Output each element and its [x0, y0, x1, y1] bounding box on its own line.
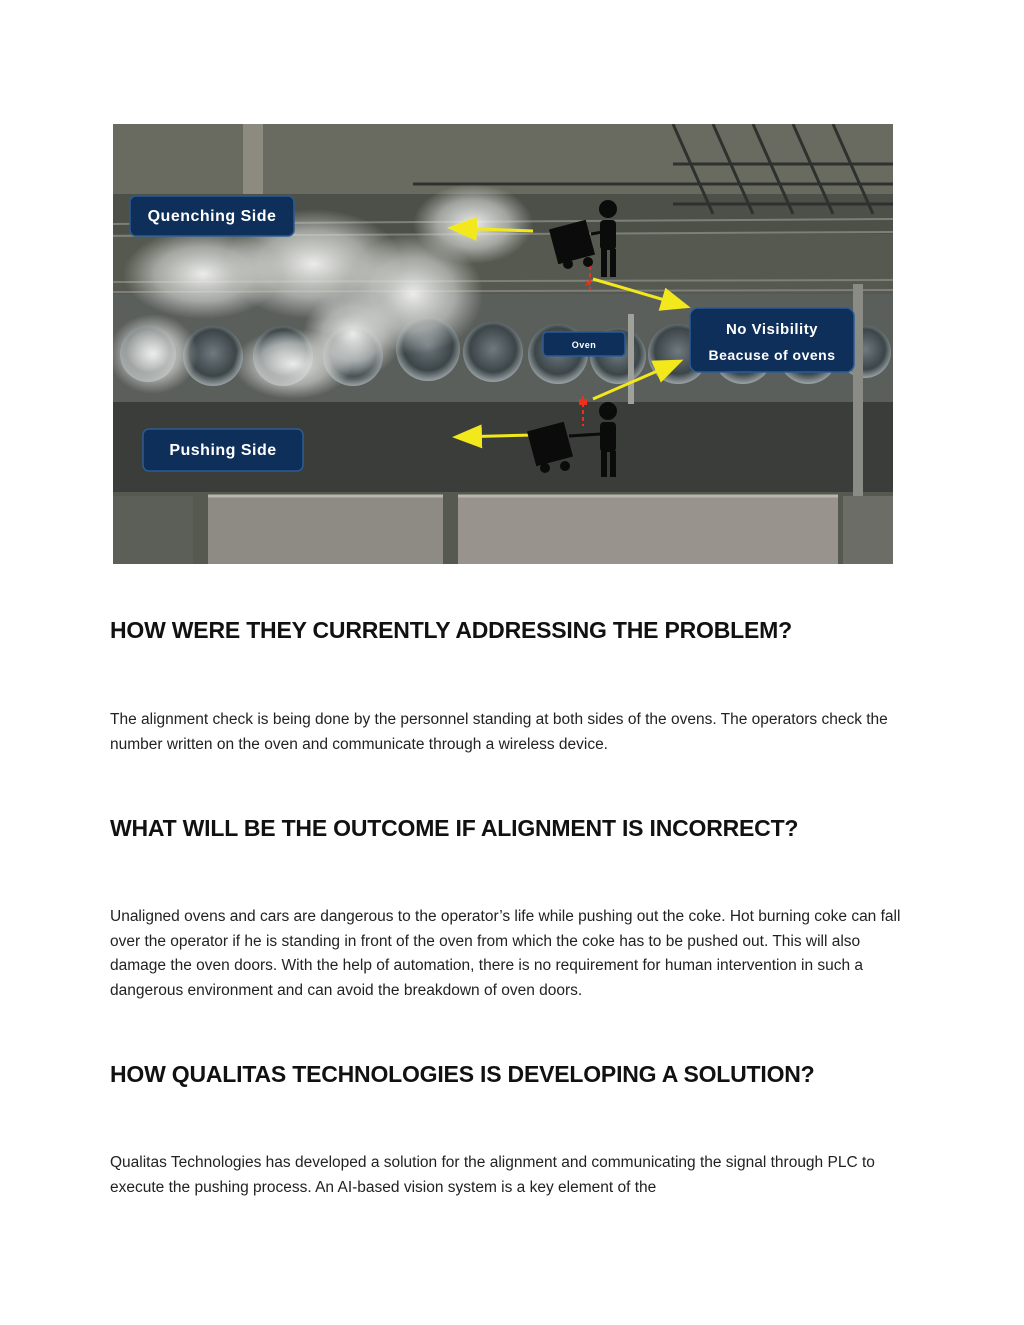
label-quenching-side [130, 196, 294, 236]
section-heading-current-approach: HOW WERE THEY CURRENTLY ADDRESSING THE PROBLEM? [110, 617, 792, 643]
section-body-solution: Qualitas Technologies has developed a solution for the alignment and communicating the signal through PLC to execute the pushing process. An AI-based vision system is a key element of the [110, 1154, 875, 1196]
figure-svg [113, 124, 893, 564]
bottom-buildings [113, 496, 893, 564]
top-road [243, 124, 263, 194]
coke-oven-aerial-figure [113, 124, 893, 564]
label-oven [543, 332, 625, 356]
section-heading-incorrect-alignment: WHAT WILL BE THE OUTCOME IF ALIGNMENT IS INCORRECT? [110, 815, 799, 841]
label-no-visibility-line1: No Visibility [725, 321, 819, 338]
center-pipe [628, 314, 634, 404]
section-body-incorrect-alignment: Unaligned ovens and cars are dangerous to the operator’s life while pushing out the coke. Hot burning coke can fall over the operator if he is standing in front of the oven from which the coke has to be pushed out. This will also damage the oven doors. With the help of automation, there is no requirement for human intervention in such a dangerous environment and can avoid the breakdown of oven doors. [110, 908, 901, 999]
label-pushing-side [143, 429, 303, 471]
svg-text:x: x [585, 278, 591, 289]
label-no-visibility [690, 308, 854, 372]
section-body-current-approach: The alignment check is being done by the personnel standing at both sides of the ovens. The operators check the number written on the oven and communicate through a wireless device. [110, 711, 888, 753]
label-oven-text: Oven [571, 340, 597, 350]
section-heading-solution: HOW QUALITAS TECHNOLOGIES IS DEVELOPING A SOLUTION? [110, 1061, 815, 1087]
label-quenching-side-text: Quenching Side [147, 208, 277, 225]
label-pushing-side-text: Pushing Side [169, 442, 277, 459]
label-no-visibility-line2: Beacuse of ovens [708, 347, 836, 363]
